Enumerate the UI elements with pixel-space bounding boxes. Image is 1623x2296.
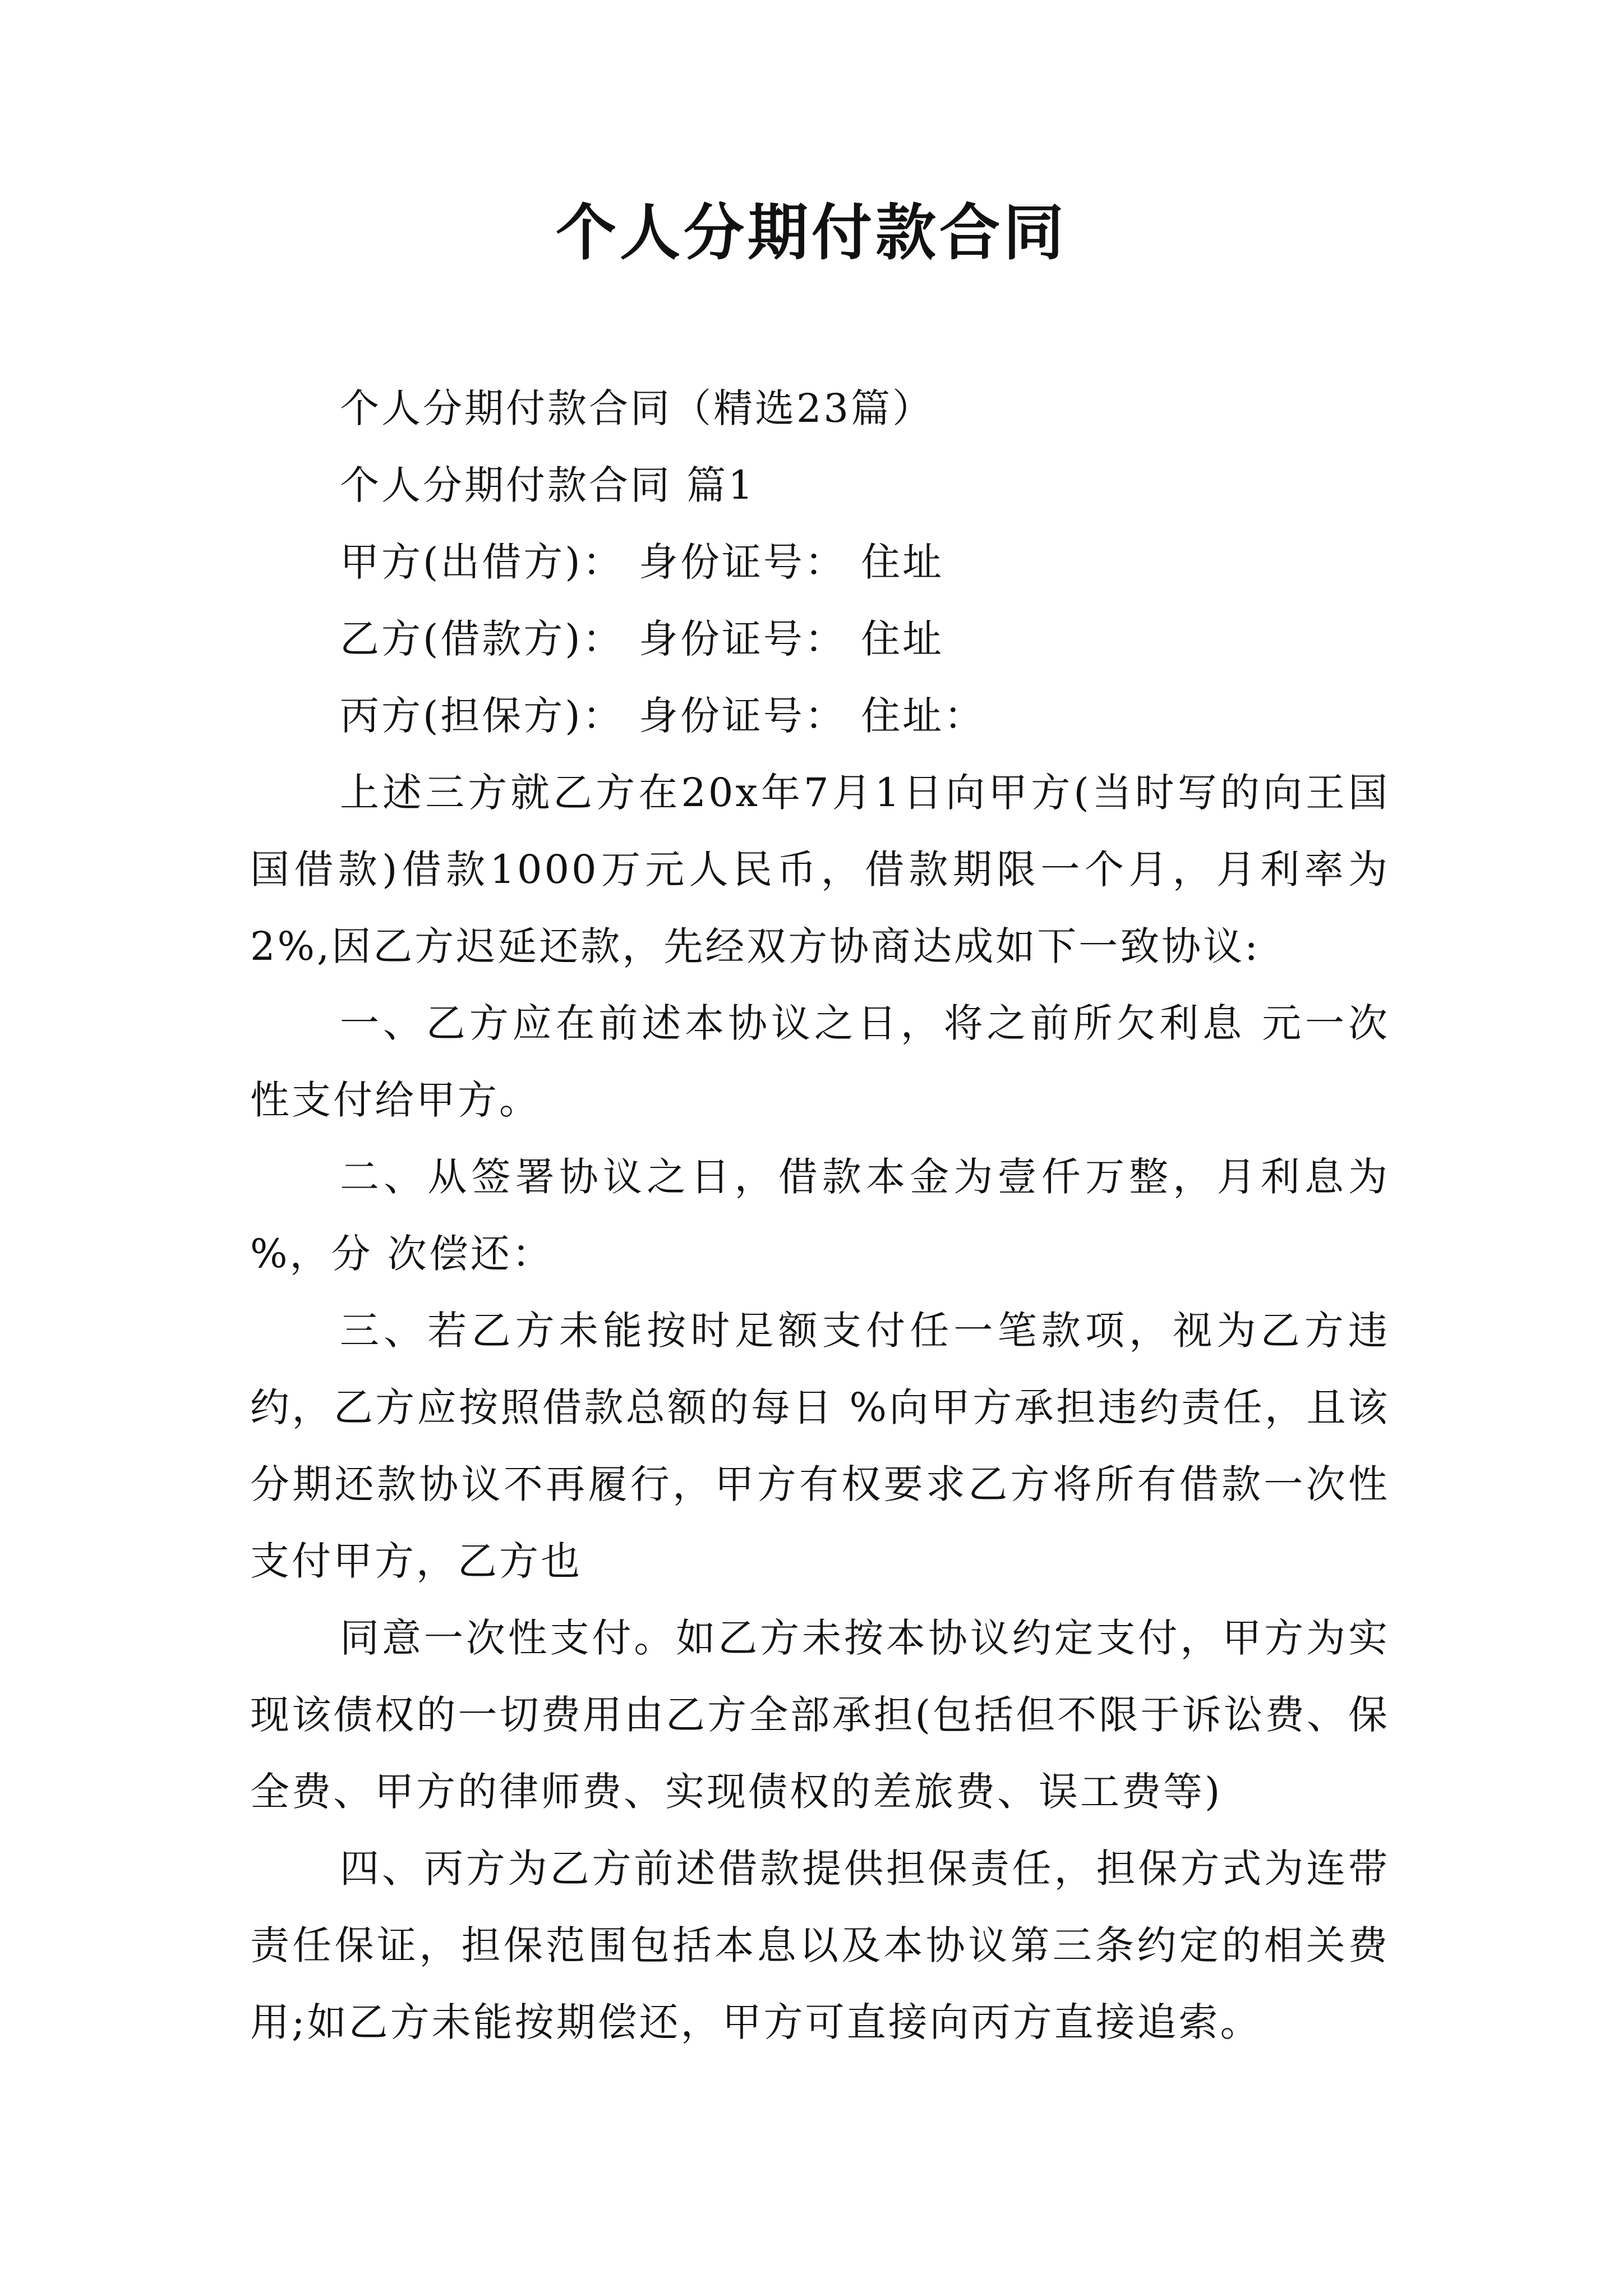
paragraph-party-b: 乙方(借款方)： 身份证号： 住址 bbox=[340, 616, 944, 662]
paragraph-party-a: 甲方(出借方)： 身份证号： 住址 bbox=[340, 539, 944, 585]
paragraph-clause-3-continued: 同意一次性支付。如乙方未按本协议约定支付，甲方为实现该债权的一切费用由乙方全部承担(包括但不限于诉讼费、保全费、甲方的律师费、实现债权的差旅费、误工费等) bbox=[250, 1615, 1390, 1815]
paragraph-clause-2: 二、从签署协议之日，借款本金为壹仟万整，月利息为 %，分 次偿还： bbox=[250, 1154, 1390, 1277]
paragraph-clause-4: 四、丙方为乙方前述借款提供担保责任，担保方式为连带责任保证，担保范围包括本息以及本协议第三条约定的相关费用;如乙方未能按期偿还，甲方可直接向丙方直接追索。 bbox=[250, 1846, 1390, 2045]
paragraph-subtitle: 个人分期付款合同（精选23篇） bbox=[340, 385, 934, 431]
paragraph-clause-1: 一、乙方应在前述本协议之日，将之前所欠利息 元一次性支付给甲方。 bbox=[250, 1000, 1390, 1123]
paragraph-preamble: 上述三方就乙方在20x年7月1日向甲方(当时写的向王国国借款)借款1000万元人民币，借款期限一个月，月利率为2%,因乙方迟延还款，先经双方协商达成如下一致协议: bbox=[250, 770, 1390, 969]
paragraph-clause-3: 三、若乙方未能按时足额支付任一笔款项，视为乙方违约，乙方应按照借款总额的每日 %向甲方承担违约责任，且该分期还款协议不再履行，甲方有权要求乙方将所有借款一次性支付甲方，乙方也 bbox=[250, 1308, 1390, 1584]
paragraph-section-heading: 个人分期付款合同 篇1 bbox=[340, 462, 755, 508]
paragraph-party-c: 丙方(担保方)： 身份证号： 住址： bbox=[340, 693, 986, 739]
document-title: 个人分期付款合同 bbox=[555, 197, 1067, 268]
document-body bbox=[250, 370, 1390, 2061]
